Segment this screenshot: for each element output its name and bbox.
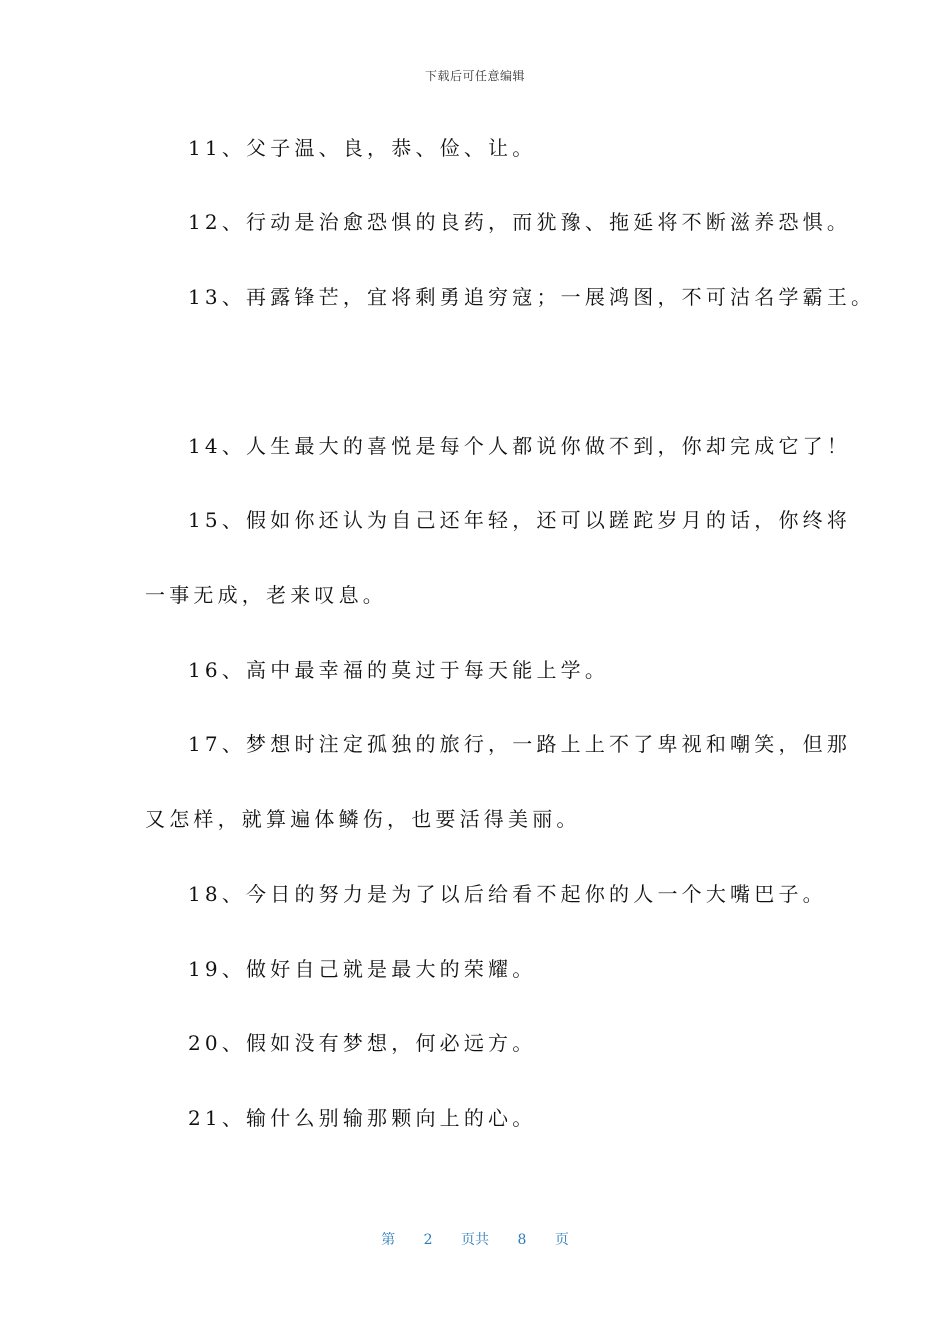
text-line-18: 18、今日的努力是为了以后给看不起你的人一个大嘴巴子。	[188, 882, 827, 906]
footer-total-pages: 8	[517, 1232, 527, 1248]
text-line-19: 19、做好自己就是最大的荣耀。	[188, 957, 537, 981]
footer-ye-gong: 页共	[461, 1232, 489, 1248]
footer-page-number: 2	[423, 1232, 433, 1248]
text-line-15-cont: 一事无成，老来叹息。	[145, 583, 387, 607]
footer-ye: 页	[554, 1232, 569, 1248]
text-line-17-cont: 又怎样，就算遍体鳞伤，也要活得美丽。	[145, 807, 581, 831]
text-line-12: 12、行动是治愈恐惧的良药，而犹豫、拖延将不断滋养恐惧。	[188, 210, 852, 234]
text-line-17: 17、梦想时注定孤独的旅行，一路上上不了卑视和嘲笑，但那	[188, 732, 852, 756]
text-line-21: 21、输什么别输那颗向上的心。	[188, 1106, 537, 1130]
page-header-note: 下载后可任意编辑	[424, 69, 525, 83]
text-line-14: 14、人生最大的喜悦是每个人都说你做不到，你却完成它了！	[188, 434, 852, 458]
text-line-15: 15、假如你还认为自己还年轻，还可以蹉跎岁月的话，你终将	[188, 508, 852, 532]
page-footer	[0, 1229, 950, 1249]
text-line-13: 13、再露锋芒，宜将剩勇追穷寇；一展鸿图，不可沽名学霸王。	[188, 285, 876, 309]
text-line-16: 16、高中最幸福的莫过于每天能上学。	[188, 658, 610, 682]
text-line-20: 20、假如没有梦想，何必远方。	[188, 1031, 537, 1055]
footer-di: 第	[381, 1232, 396, 1248]
text-line-11: 11、父子温、良，恭、俭、让。	[188, 136, 537, 160]
